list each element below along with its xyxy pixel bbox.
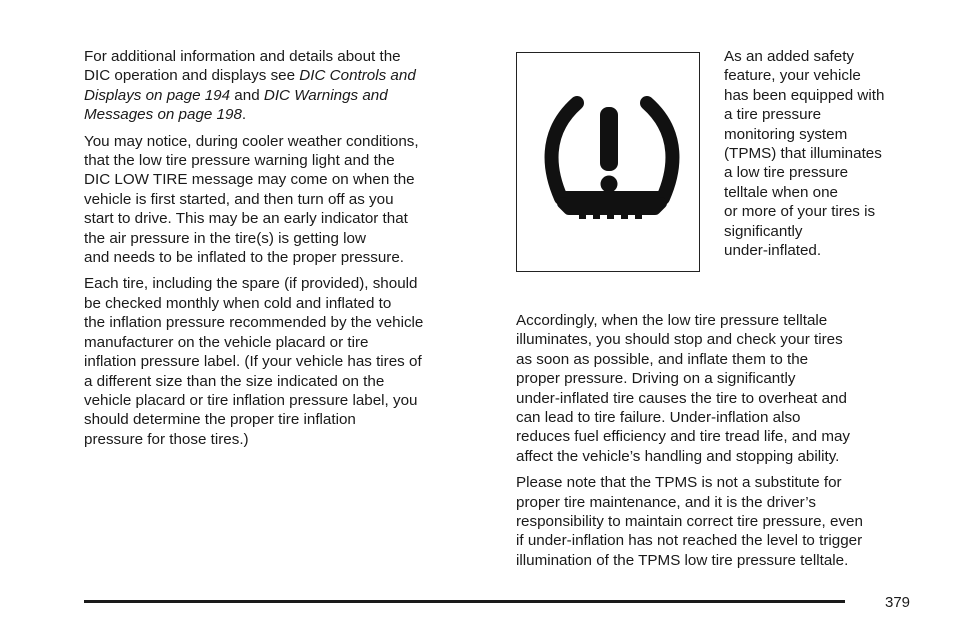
cool-weather-paragraph bbox=[84, 132, 494, 268]
text-line: vehicle is first started, and then turn off as you bbox=[84, 190, 394, 208]
telltale-action-paragraph bbox=[516, 311, 926, 466]
text-line: Each tire, including the spare (if provided), should bbox=[84, 275, 418, 293]
dic-warnings-page-ref: Messages on page 198 bbox=[84, 106, 242, 124]
text-line: proper pressure. Driving on a significantly bbox=[516, 370, 796, 388]
low-tire-pressure-telltale-icon bbox=[517, 53, 701, 273]
text-line: that the low tire pressure warning light and the bbox=[84, 152, 395, 170]
text-line: responsibility to maintain correct tire pressure, even bbox=[516, 513, 863, 531]
text-line: DIC LOW TIRE message may come on when the bbox=[84, 171, 415, 189]
text-line: pressure for those tires.) bbox=[84, 430, 249, 448]
dic-reference-paragraph bbox=[84, 47, 494, 125]
text-line: vehicle placard or tire inflation pressure label, you bbox=[84, 391, 418, 409]
text-line: monitoring system bbox=[724, 125, 848, 143]
text-line: as soon as possible, and inflate them to the bbox=[516, 350, 809, 368]
text-line: the inflation pressure recommended by the vehicle bbox=[84, 314, 424, 332]
tpms-intro-column bbox=[724, 47, 924, 267]
text-line: (TPMS) that illuminates bbox=[724, 145, 882, 163]
text-line: For additional information and details about the bbox=[84, 48, 401, 65]
tpms-intro-paragraph bbox=[724, 47, 924, 260]
text-line: or more of your tires is bbox=[724, 203, 876, 221]
text-line: inflation pressure label. (If your vehicle has tires of bbox=[84, 353, 422, 371]
text-line: a tire pressure bbox=[724, 106, 822, 124]
text-line: a different size than the size indicated on the bbox=[84, 372, 385, 390]
text-line: a low tire pressure bbox=[724, 164, 849, 182]
text-line: Displays on page 194 and DIC Warnings and bbox=[84, 86, 388, 104]
text-line: and needs to be inflated to the proper pressure. bbox=[84, 249, 404, 267]
page-number: 379 bbox=[885, 594, 911, 611]
left-column bbox=[84, 47, 494, 456]
text-line: DIC operation and displays see DIC Controls and bbox=[84, 67, 416, 85]
text-line: under-inflated tire causes the tire to overheat and bbox=[516, 389, 847, 407]
text-line: has been equipped with bbox=[724, 86, 885, 104]
text-line: illuminates, you should stop and check your tires bbox=[516, 331, 843, 349]
dic-warnings-link: DIC Warnings and bbox=[263, 86, 388, 104]
footer-rule bbox=[84, 600, 845, 603]
text-line: Messages on page 198. bbox=[84, 106, 247, 124]
text-line: reduces fuel efficiency and tire tread life, and may bbox=[516, 428, 851, 446]
text-line: proper tire maintenance, and it is the driver’s bbox=[516, 493, 816, 511]
text-line: feature, your vehicle bbox=[724, 67, 861, 85]
dic-controls-link: DIC Controls and bbox=[299, 67, 416, 85]
text-line: manufacturer on the vehicle placard or tire bbox=[84, 333, 369, 351]
text-line: can lead to tire failure. Under-inflation also bbox=[516, 409, 801, 427]
text-line: the air pressure in the tire(s) is getting low bbox=[84, 229, 366, 247]
text-line: be checked monthly when cold and inflated to bbox=[84, 294, 392, 312]
tpms-note-paragraph bbox=[516, 473, 926, 570]
monthly-check-paragraph bbox=[84, 274, 494, 449]
text-line: telltale when one bbox=[724, 183, 838, 201]
text-line: under-inflated. bbox=[724, 242, 822, 260]
telltale-figure-box bbox=[516, 52, 700, 272]
text-line: significantly bbox=[724, 222, 803, 240]
text-line: As an added safety bbox=[724, 48, 855, 65]
text-line: start to drive. This may be an early indicator that bbox=[84, 210, 408, 228]
text-line: You may notice, during cooler weather conditions, bbox=[84, 132, 419, 150]
text-line: should determine the proper tire inflation bbox=[84, 411, 356, 429]
text-line: illumination of the TPMS low tire pressure telltale. bbox=[516, 551, 849, 569]
text-line: if under-inflation has not reached the level to trigger bbox=[516, 532, 863, 550]
text-line: Please note that the TPMS is not a substitute for bbox=[516, 474, 842, 492]
right-column bbox=[516, 311, 926, 577]
dic-controls-page-ref: Displays on page 194 bbox=[84, 86, 231, 104]
text-line: affect the vehicle’s handling and stopping ability. bbox=[516, 447, 840, 465]
text-line: Accordingly, when the low tire pressure telltale bbox=[516, 312, 828, 329]
